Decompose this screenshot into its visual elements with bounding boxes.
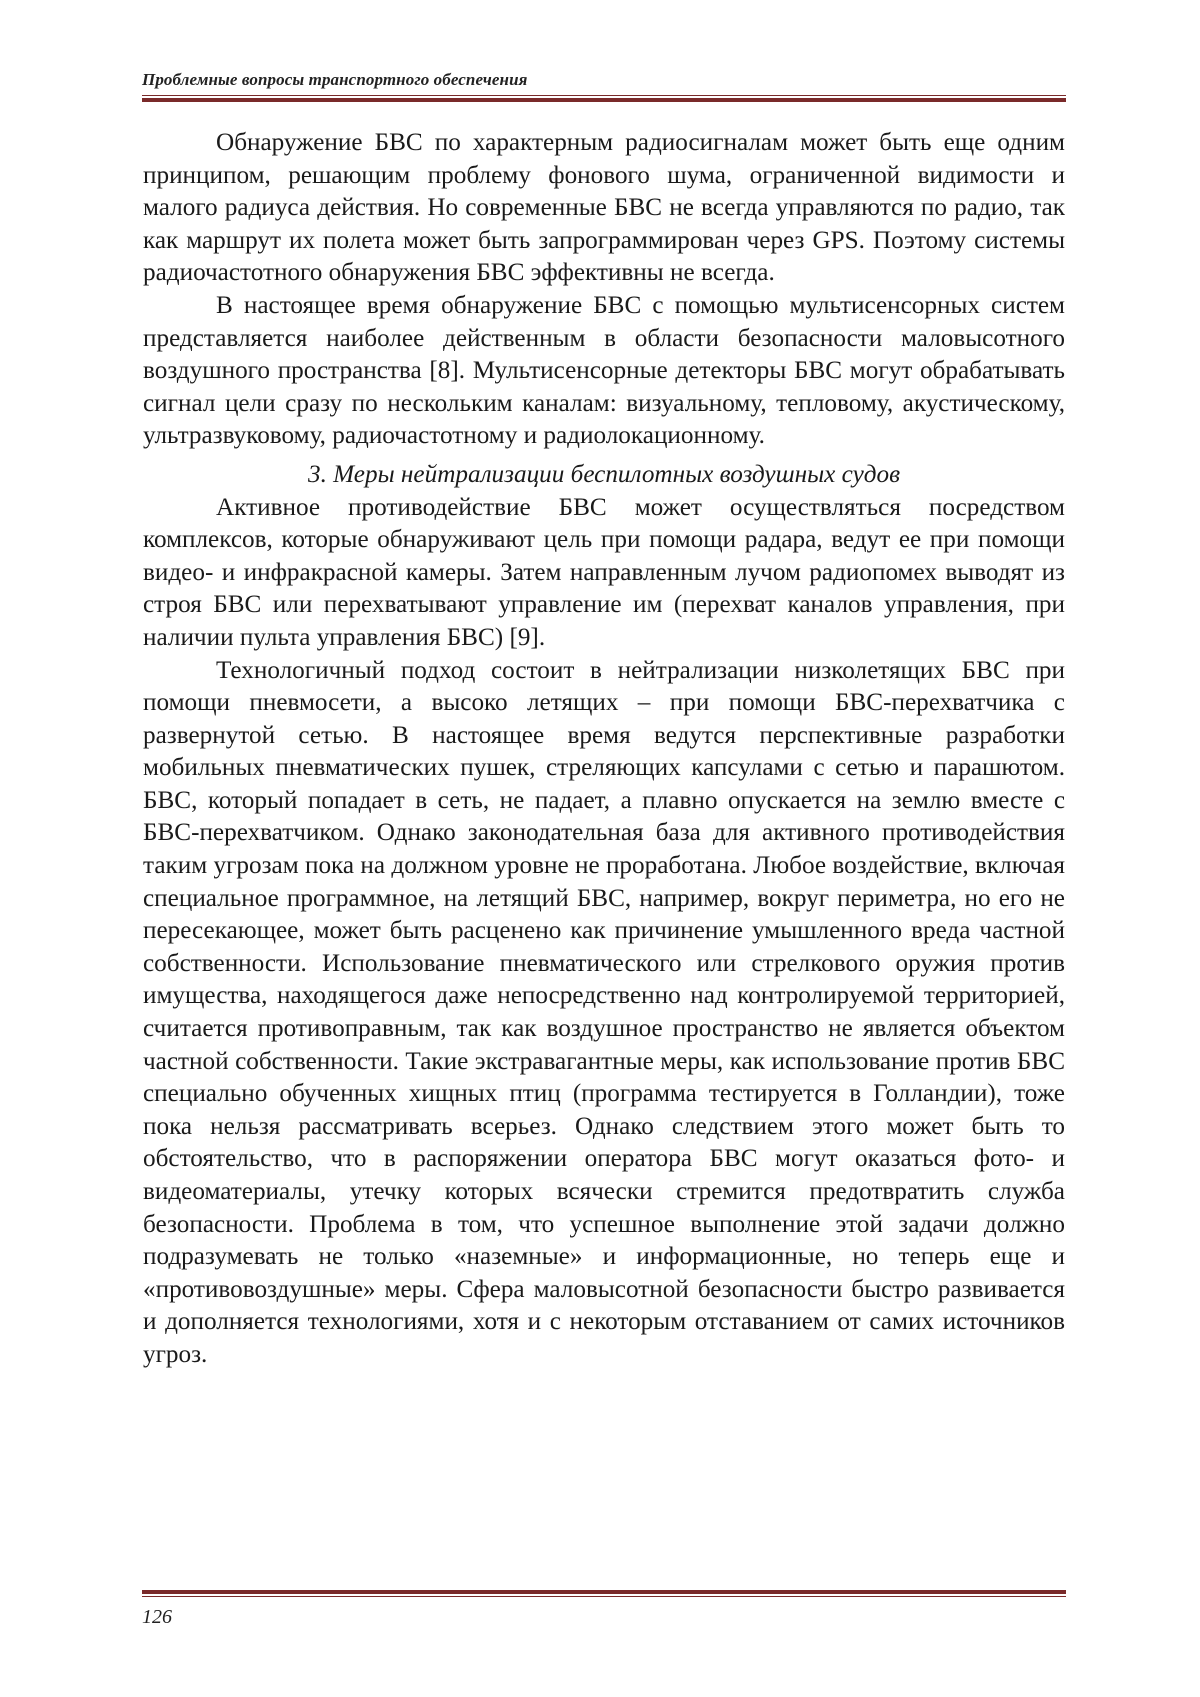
header-rule	[142, 95, 1066, 102]
running-header: Проблемные вопросы транспортного обеспечения	[142, 70, 528, 89]
header-rule-thick-line	[142, 98, 1066, 102]
paragraph: В настоящее время обнаружение БВС с помощью мультисенсорных систем представляется наиболее действенным в области безопасности маловысотного воздушного пространства [8]. Мультисенсорные детекторы БВС могут обрабатывать сигнал цели сразу по нескольким каналам: визуальному, тепловому, акустическому, ультразвуковому, радиочастотному и радиолокационному.	[143, 291, 1065, 450]
paragraph: Активное противодействие БВС может осуществляться посредством комплексов, которые обнаруживают цель при помощи радара, ведут ее при помощи видео- и инфракрасной камеры. Затем направленным лучом радиопомех выводят из строя БВС или перехватывают управление им (перехват каналов управления, при наличии пульта управления БВС) [9].	[143, 493, 1065, 651]
footer-rule	[142, 1590, 1066, 1597]
paragraph: Технологичный подход состоит в нейтрализации низколетящих БВС при помощи пневмосети, а высоко летящих – при помощи БВС-перехватчика с развернутой сетью. В настоящее время ведутся перспективные разработки мобильных пневматических пушек, стреляющих капсулами с сетью и парашютом. БВС, который попадает в сеть, не падает, а плавно опускается на землю вместе с БВС-перехватчиком. Однако законодательная база для активного противодействия таким угрозам пока на должном уровне не проработана. Любое воздействие, включая специальное программное, на летящий БВС, например, вокруг периметра, но его не пересекающее, может быть расценено как причинение умышленного вреда частной собственности. Использование пневматического или стрелкового оружия против имущества, находящегося даже непосредственно над контролируемой территорией, считается противоправным, так как воздушное пространство не является объектом частной собственности. Такие экстравагантные меры, как использование против БВС специально обученных хищных птиц (программа тестируется в Голландии), тоже пока нельзя рассматривать всерьез. Однако следствием этого может быть то обстоятельство, что в распоряжении оператора БВС могут оказаться фото- и видеоматериалы, утечку которых всячески стремится предотвратить служба безопасности. Проблема в том, что успешное выполнение этой задачи должно подразумевать не только «наземные» и информационные, но теперь еще и «противовоздушные» меры. Сфера маловысотной безопасности быстро развивается и дополняется технологиями, хотя и с некоторым отставанием от самих источников угроз.	[143, 656, 1065, 1368]
main-text	[143, 127, 1065, 1372]
page-number: 126	[142, 1606, 172, 1628]
section-heading: 3. Меры нейтрализации беспилотных воздушных судов	[307, 460, 901, 488]
footer-rule-thin-line	[142, 1596, 1066, 1597]
paragraph: Обнаружение БВС по характерным радиосигналам может быть еще одним принципом, решающим проблему фонового шума, ограниченной видимости и малого радиуса действия. Но современные БВС не всегда управляются по радио, так как маршрут их полета может быть запрограммирован через GPS. Поэтому системы радиочастотного обнаружения БВС эффективны не всегда.	[143, 129, 1065, 287]
